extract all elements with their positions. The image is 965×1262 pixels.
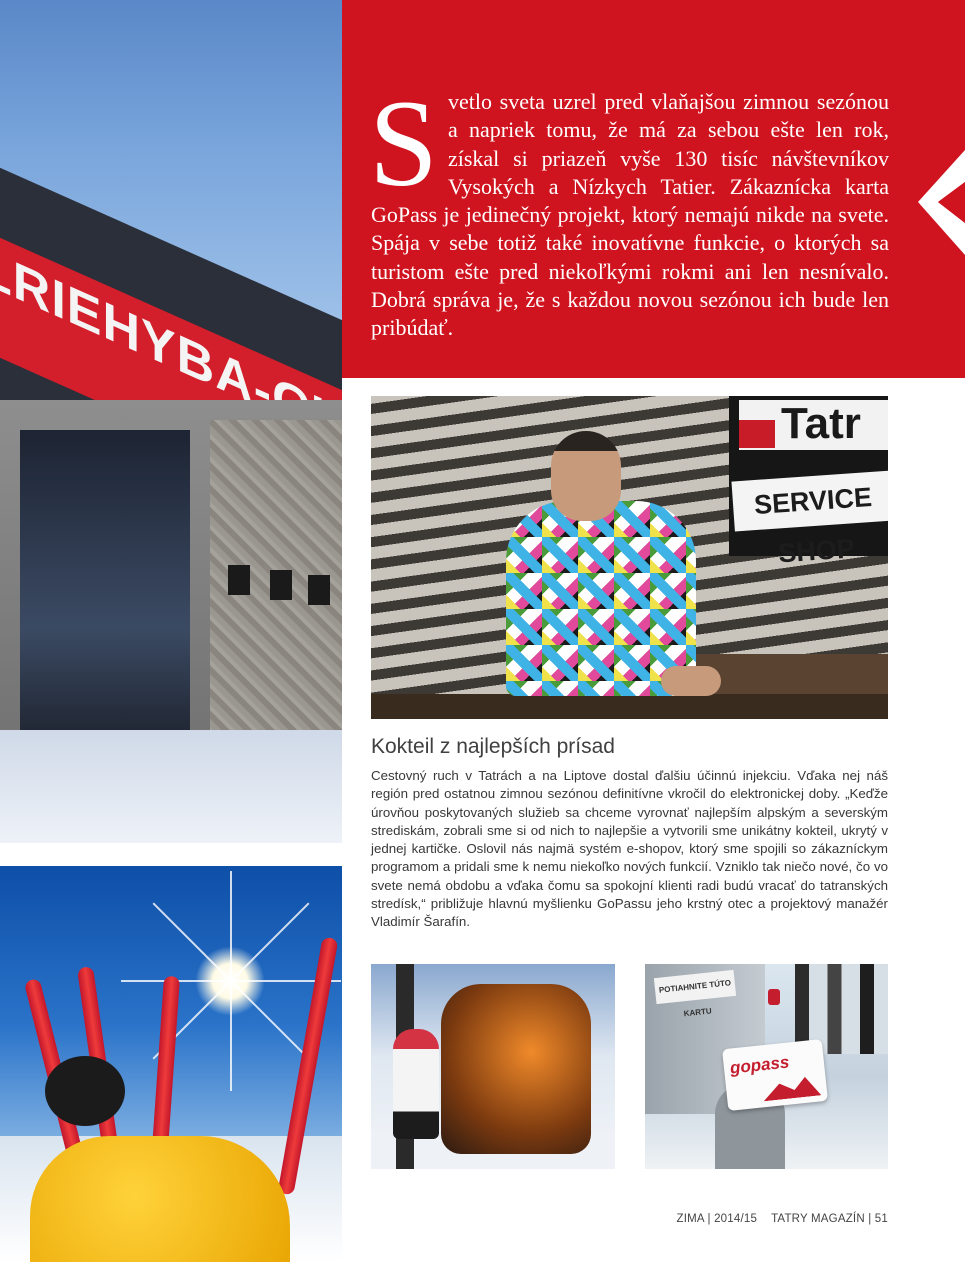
shop-brand-text: Tatr: [781, 399, 861, 448]
sun-ray: [153, 903, 232, 982]
photo-gopass-card: [645, 964, 888, 1169]
sun-ray: [230, 903, 309, 982]
footer-season: ZIMA | 2014/15: [676, 1213, 758, 1225]
building-snow: [0, 730, 342, 843]
building-window: [308, 575, 330, 605]
card-mountain-graphic: [762, 1075, 822, 1101]
man-head: [551, 431, 621, 521]
chevron-left-icon: [918, 150, 965, 255]
intro-paragraph: [369, 75, 889, 343]
gopass-card: [722, 1039, 828, 1111]
body-paragraph: Cestovný ruch v Tatrách a na Liptove dostal ďalšiu účinnú injekciu. Vďaka nej náš región pred ostatnou zimnou sezónou definitívne vkročil do elektronickej doby. „Keďže úrovňou poskytovaných služieb sa chceme vyrovnať najlepším alpským a severským strediskám, zobrali sme si od nich to najlepšie a vytvorili sme unikátny kokteil, ukrytý v jednej kartičke. Oslovil nás najmä systém e-shopov, ktorý sme spojili so zákazníckym programom a pridali sme k nemu niekoľko nových funkcií. Vzniklo tak niečo nové, čo vo svete nemá obdobu a vďaka čomu sa spokojní klienti radi budú vracať do tatranských stredísk,“ približuje hlavnú myšlienku GoPassu jeho krstný otec a projektový manažér Vladimír Šarafín.: [371, 768, 888, 930]
sun-ray: [230, 871, 232, 981]
footer-magazine-page: TATRY MAGAZÍN | 51: [771, 1213, 888, 1225]
shop-mountain-logo: [739, 420, 775, 448]
sun-ray: [230, 981, 232, 1091]
man-colorful-jacket: [506, 501, 696, 696]
photo-skier-sun: [0, 866, 342, 1262]
skier-helmet: [45, 1056, 125, 1126]
photo-chopok-building: [0, 0, 342, 843]
reader-light: [768, 989, 780, 1005]
section-title: Kokteil z najlepších prísad: [371, 735, 615, 758]
intro-text: vetlo sveta uzrel pred vlaňajšou zimnou sezónou a napriek tomu, že má za sebou ešte len rok, získal si priazeň vyše 130 tisíc návštevníkov Vysokých a Nízkych Tatier. Zákaznícka karta GoPass je jedinečný projekt, ktorý nemajú nikde na svete. Spája v sebe totiž také inovatívne funkcie, o ktorých sa turistom ešte pred niekoľkými rokmi ani len nesnívalo. Dobrá správa je, že s každou novou sezónou ich bude len pribúdať.: [371, 89, 889, 341]
sun-ray: [230, 980, 309, 1059]
photo-gondola: [371, 964, 615, 1169]
photo-man-service-shop: [371, 396, 888, 719]
skier-jacket: [30, 1136, 290, 1262]
page-footer: [620, 1213, 888, 1225]
wooden-rail-base: [371, 694, 888, 719]
building-window: [270, 570, 292, 600]
building-window: [228, 565, 250, 595]
service-shop-sign: SERVICE SHOP: [731, 470, 888, 531]
man-hands: [661, 666, 721, 696]
woman-skier: [393, 1029, 439, 1139]
building-glass-front: [20, 430, 190, 760]
reader-sticker: POTIAHNITE TÚTO KARTU: [654, 970, 736, 1004]
gondola-cabin: [441, 984, 591, 1154]
gopass-logo: gopass: [729, 1052, 791, 1078]
drop-cap: S: [369, 75, 438, 212]
